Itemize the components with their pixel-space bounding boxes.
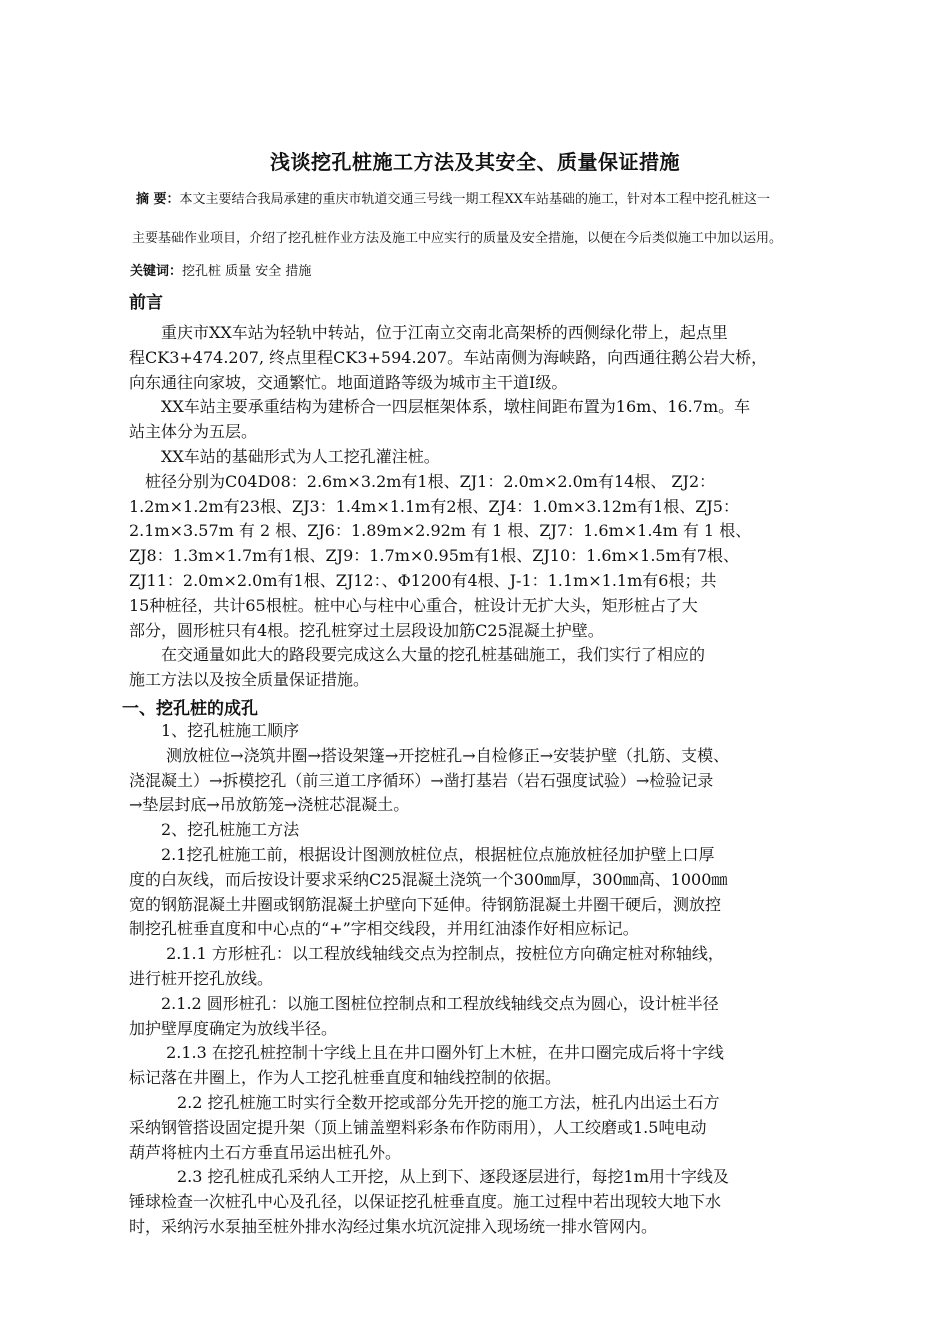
preface-heading: 前言	[129, 293, 163, 313]
paragraph-line: 度的白灰线，而后按设计要求采纳C25混凝土浇筑一个300㎜厚，300㎜高、1000㎜	[129, 869, 728, 889]
subheading: 2、挖孔桩施工方法	[129, 820, 300, 840]
paragraph-line: 2.3 挖孔桩成孔采纳人工开挖，从上到下、逐段逐层进行，每挖1m用十字线及	[129, 1167, 729, 1187]
paragraph-line: 2.1.3 在挖孔桩控制十字线上且在井口圈外钉上木桩，在井口圈完成后将十字线	[129, 1043, 724, 1063]
paragraph-line: 采纳钢管搭设固定提升架（顶上铺盖塑料彩条布作防雨用），人工绞磨或1.5吨电动	[129, 1117, 707, 1137]
paragraph-line: 制挖孔桩垂直度和中心点的“+”字相交线段，并用红油漆作好相应标记。	[129, 919, 639, 939]
paragraph-line: 浇混凝土）→拆模挖孔（前三道工序循环）→凿打基岩（岩石强度试验）→检验记录	[129, 770, 714, 790]
preface-body	[129, 321, 851, 693]
paragraph-line: 部分，圆形桩只有4根。挖孔桩穿过土层段设加筋C25混凝土护壁。	[129, 620, 604, 640]
paragraph-line: 向东通往向家坡，交通繁忙。地面道路等级为城市主干道Ⅰ级。	[129, 372, 568, 392]
paragraph-line: 葫芦将桩内土石方垂直吊运出桩孔外。	[129, 1142, 402, 1162]
paragraph-line: 在交通量如此大的路段要完成这么大量的挖孔桩基础施工，我们实行了相应的	[129, 645, 706, 665]
paragraph-line: ZJ11：2.0m×2.0m有1根、ZJ12：、Φ1200有4根、J-1：1.1m×1.1m有6根；共	[129, 570, 717, 590]
paragraph-line: →垫层封底→吊放筋笼→浇桩芯混凝土。	[129, 795, 410, 815]
paragraph-line: 锤球检查一次桩孔中心及孔径，以保证挖孔桩垂直度。施工过程中若出现较大地下水	[129, 1192, 722, 1212]
section-heading: 一、挖孔桩的成孔	[122, 699, 258, 719]
paragraph-line: 重庆市XX车站为轻轨中转站，位于江南立交南北高架桥的西侧绿化带上，起点里	[129, 323, 728, 342]
paragraph-line: 施工方法以及按全质量保证措施。	[129, 670, 370, 690]
paragraph-line: 宽的钢筋混凝土井圈或钢筋混凝土护壁向下延伸。待钢筋混凝土井圈干硬后，测放控	[129, 894, 722, 914]
paragraph-line: 进行桩开挖孔放线。	[129, 968, 274, 988]
paragraph-line: 站主体分为五层。	[129, 422, 258, 442]
keywords	[130, 260, 311, 279]
paragraph-line: 2.2 挖孔桩施工时实行全数开挖或部分先开挖的施工方法，桩孔内出运土石方	[129, 1092, 720, 1112]
abstract	[136, 188, 770, 207]
document-title: 浅谈挖孔桩施工方法及其安全、质量保证措施	[270, 150, 680, 174]
abstract-label: 摘 要：	[136, 192, 180, 207]
paragraph-line: 2.1m×3.57m 有 2 根、ZJ6：1.89m×2.92m 有 1 根、ZJ7：1.6m×1.4m 有 1 根、	[129, 521, 752, 541]
paragraph-line: XX车站的基础形式为人工挖孔灌注桩。	[129, 446, 440, 466]
paragraph-line: 2.1挖孔桩施工前，根据设计图测放桩位点，根据桩位点施放桩径加护壁上口厚	[129, 844, 715, 864]
paragraph-line: 1.2m×1.2m有23根、ZJ3：1.4m×1.1m有2根、ZJ4：1.0m×3.12m有1根、ZJ5：	[129, 496, 739, 516]
keywords-label: 关键词：	[130, 264, 183, 279]
paragraph-line: 2.1.1 方形桩孔：以工程放线轴线交点为控制点，按桩位方向确定桩对称轴线，	[129, 944, 724, 964]
paragraph-line: 加护壁厚度确定为放线半径。	[129, 1018, 338, 1038]
paragraph-line: 15种桩径，共计65根桩。桩中心与柱中心重合，桩设计无扩大头，矩形桩占了大	[129, 595, 698, 615]
keywords-text: 挖孔桩 质量 安全 措施	[182, 264, 312, 279]
paragraph-line: 2.1.2 圆形桩孔：以施工图桩位控制点和工程放线轴线交点为圆心，设计桩半径	[129, 993, 719, 1013]
paragraph-line: ZJ8：1.3m×1.7m有1根、ZJ9：1.7m×0.95m有1根、ZJ10：1.6m×1.5m有7根、	[129, 546, 739, 566]
section-1-body	[129, 719, 851, 1240]
paragraph-line: 测放桩位→浇筑井圈→搭设架篷→开挖桩孔→自检修正→安装护壁（扎筋、支模、	[129, 745, 730, 765]
paragraph-line: 时，采纳污水泵抽至桩外排水沟经过集水坑沉淀排入现场统一排水管网内。	[129, 1216, 658, 1236]
abstract-line-1: 本文主要结合我局承建的重庆市轨道交通三号线一期工程XX车站基础的施工，针对本工程中挖孔桩这一	[179, 192, 771, 207]
paragraph-line: 标记落在井圈上，作为人工挖孔桩垂直度和轴线控制的依据。	[129, 1068, 562, 1088]
abstract-continued: 主要基础作业项目，介绍了挖孔桩作业方法及施工中应实行的质量及安全措施，以便在今后类似施工中加以运用。	[132, 231, 783, 246]
subheading: 1、挖孔桩施工顺序	[129, 721, 300, 740]
paragraph-line: 程CK3+474.207, 终点里程CK3+594.207。车站南侧为海峡路，向西通往鹅公岩大桥，	[129, 347, 768, 367]
paragraph-line: 桩径分别为C04D08：2.6m×3.2m有1根、ZJ1：2.0m×2.0m有14根、 ZJ2：	[129, 471, 716, 491]
paragraph-line: XX车站主要承重结构为建桥合一四层框架体系，墩柱间距布置为16m、16.7m。车	[129, 397, 751, 417]
